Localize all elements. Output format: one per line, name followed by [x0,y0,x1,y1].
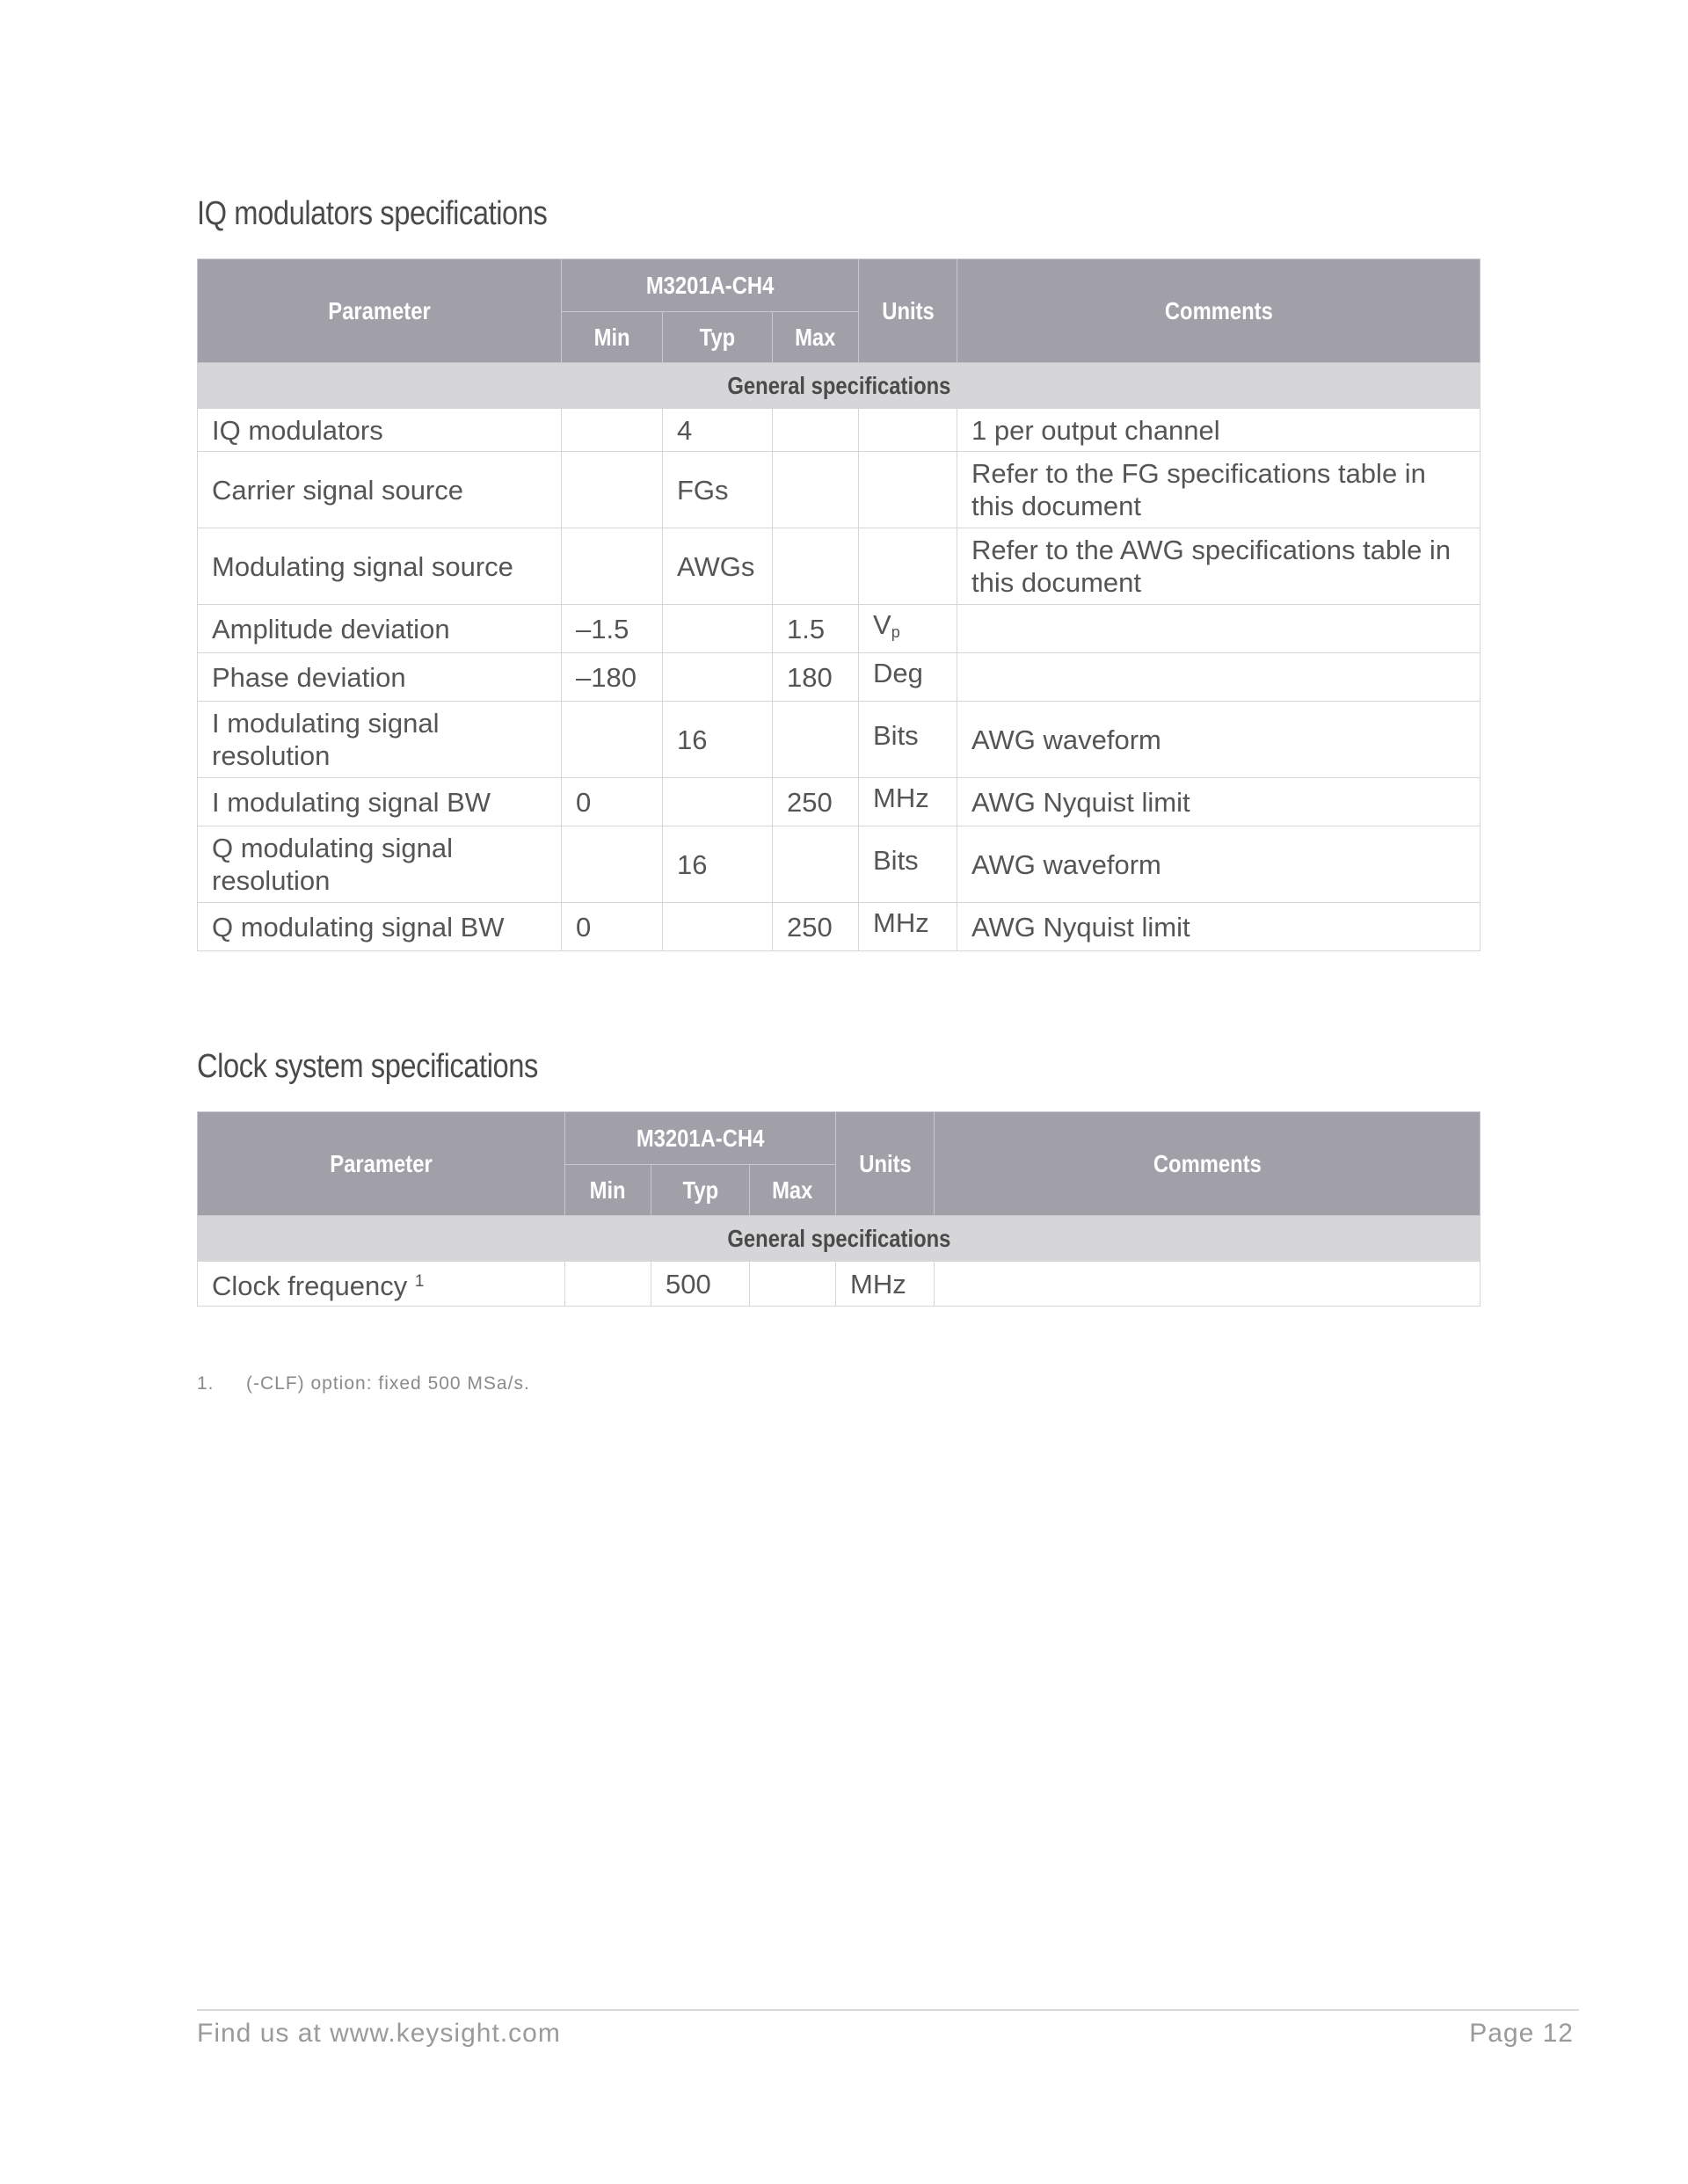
header-max: Max [750,1165,836,1216]
clock-section-title: Clock system specifications [197,1048,538,1085]
cell-typ: 16 [663,826,773,903]
table-row [198,409,1481,452]
cell-comments: AWG Nyquist limit [957,903,1481,951]
header-typ: Typ [651,1165,750,1216]
table-subheader: General specifications [198,1216,1481,1262]
table-row [198,605,1481,653]
cell-min [562,528,663,605]
cell-max [773,409,859,452]
header-comments: Comments [957,259,1481,363]
table-subheader: General specifications [198,363,1481,409]
table-row [198,452,1481,528]
clock-spec-table [197,1111,1481,1307]
cell-parameter: I modulating signal BW [198,778,562,826]
cell-units: $V_p$ [859,605,957,653]
cell-min [565,1262,651,1307]
cell-units: Deg [859,653,957,702]
cell-parameter: I modulating signal resolution [198,702,562,778]
footnote-text: (-CLF) option: fixed 500 MSa/s. [246,1373,530,1394]
cell-min [562,409,663,452]
cell-units: Bits [859,826,957,903]
header-min: Min [562,312,663,363]
cell-comments: Refer to the AWG specifications table in this document [957,528,1481,605]
cell-max: 250 [773,903,859,951]
cell-min [562,826,663,903]
table-row [198,1262,1481,1307]
cell-typ: 4 [663,409,773,452]
cell-units: Bits [859,702,957,778]
cell-typ: 16 [663,702,773,778]
footer-website[interactable]: Find us at www.keysight.com [197,2019,561,2048]
cell-units: MHz [836,1262,935,1307]
cell-max [750,1262,836,1307]
cell-units: MHz [859,778,957,826]
cell-max: 1.5 [773,605,859,653]
table-row [198,653,1481,702]
cell-units [859,528,957,605]
cell-parameter: Clock frequency $^1$ [198,1262,565,1307]
table-row [198,702,1481,778]
cell-min [562,452,663,528]
cell-max [773,702,859,778]
cell-comments: Refer to the FG specifications table in this document [957,452,1481,528]
cell-comments: AWG waveform [957,702,1481,778]
cell-typ: AWGs [663,528,773,605]
footnote [197,1373,530,1394]
cell-typ [663,653,773,702]
cell-typ [663,903,773,951]
header-units: Units [859,259,957,363]
table-row [198,826,1481,903]
header-units: Units [836,1112,935,1216]
table-row [198,778,1481,826]
page-number: Page 12 [1469,2019,1574,2048]
cell-units: MHz [859,903,957,951]
cell-parameter: Phase deviation [198,653,562,702]
footnote-ref: 1 [414,1272,425,1291]
cell-typ [663,778,773,826]
header-typ: Typ [663,312,773,363]
cell-typ [663,605,773,653]
header-parameter: Parameter [198,259,562,363]
header-min: Min [565,1165,651,1216]
cell-parameter: Carrier signal source [198,452,562,528]
cell-max [773,528,859,605]
cell-comments: 1 per output channel [957,409,1481,452]
cell-max: 250 [773,778,859,826]
header-parameter: Parameter [198,1112,565,1216]
table-row [198,528,1481,605]
cell-max: 180 [773,653,859,702]
cell-units [859,409,957,452]
cell-comments [935,1262,1481,1307]
header-model: M3201A-CH4 [565,1112,836,1165]
cell-min: 0 [562,778,663,826]
cell-parameter: Amplitude deviation [198,605,562,653]
header-max: Max [773,312,859,363]
cell-parameter: Q modulating signal resolution [198,826,562,903]
cell-typ: 500 [651,1262,750,1307]
cell-min: –1.5 [562,605,663,653]
cell-parameter: IQ modulators [198,409,562,452]
cell-parameter: Q modulating signal BW [198,903,562,951]
cell-comments [957,653,1481,702]
header-comments: Comments [935,1112,1481,1216]
cell-comments: AWG Nyquist limit [957,778,1481,826]
header-model: M3201A-CH4 [562,259,859,312]
iq-spec-table [197,258,1481,951]
cell-comments: AWG waveform [957,826,1481,903]
cell-min [562,702,663,778]
cell-units [859,452,957,528]
iq-section-title: IQ modulators specifications [197,195,548,232]
footnote-number: 1. [197,1373,215,1394]
cell-min: 0 [562,903,663,951]
cell-max [773,826,859,903]
cell-min: –180 [562,653,663,702]
footer-divider [197,2009,1579,2011]
cell-parameter: Modulating signal source [198,528,562,605]
table-row [198,903,1481,951]
cell-typ: FGs [663,452,773,528]
cell-max [773,452,859,528]
units-subscript: p [891,623,900,641]
cell-comments [957,605,1481,653]
